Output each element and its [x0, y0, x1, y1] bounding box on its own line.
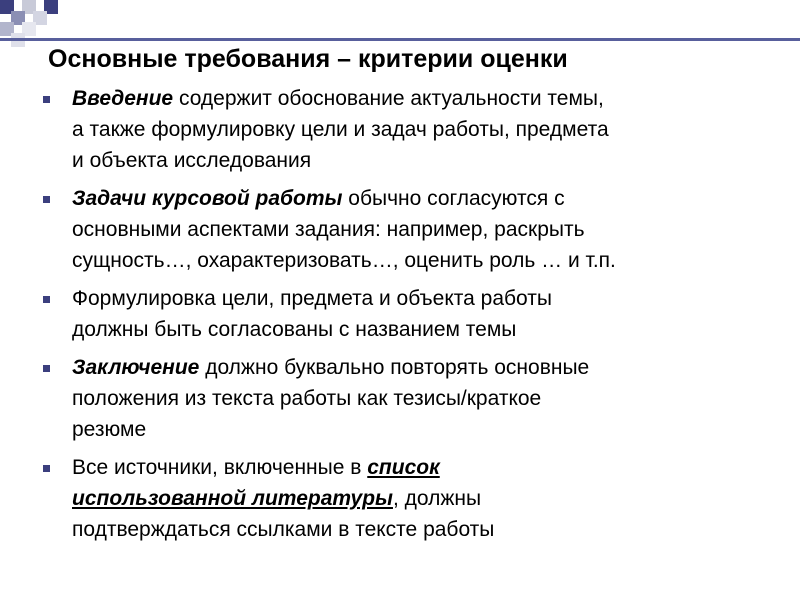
bullet-text: обычно согласуются с	[342, 187, 565, 210]
bullet-line: а также формулировку цели и задач работы, предмета	[72, 118, 609, 141]
bullet-item-introduction	[40, 83, 780, 176]
square-bullet-icon	[43, 196, 50, 203]
bullet-line: положения из текста работы как тезисы/краткое	[72, 387, 542, 410]
emphasis-term: использованной литературы	[72, 487, 393, 510]
corner-decoration	[0, 0, 60, 50]
bullet-line	[72, 183, 780, 214]
bullet-line: должны быть согласованы с названием темы	[72, 318, 517, 341]
bullet-line: и объекта исследования	[72, 149, 312, 172]
bullet-text: содержит обоснование актуальности темы,	[173, 87, 604, 110]
bullet-line	[72, 83, 780, 114]
emphasis-term: Введение	[72, 87, 174, 110]
slide-title: Основные требования – критерии оценки	[48, 45, 568, 73]
bullet-text: , должны	[392, 487, 482, 510]
square-bullet-icon	[43, 96, 50, 103]
title-underline-bar	[0, 38, 800, 41]
bullet-line	[72, 352, 780, 383]
bullet-list	[40, 83, 780, 552]
bullet-line: сущность…, охарактеризовать…, оценить роль … и т.п.	[72, 249, 616, 272]
bullet-item-conclusion	[40, 352, 780, 445]
bullet-text: Все источники, включенные в	[72, 456, 368, 479]
square-bullet-icon	[43, 465, 50, 472]
bullet-line	[72, 483, 780, 514]
bullet-line: резюме	[72, 418, 147, 441]
bullet-line: основными аспектами задания: например, раскрыть	[72, 218, 585, 241]
emphasis-term: Задачи курсовой работы	[72, 187, 343, 210]
bullet-item-goal-wording	[40, 283, 780, 345]
emphasis-term: Заключение	[72, 356, 200, 379]
bullet-item-tasks	[40, 183, 780, 276]
emphasis-term: список	[367, 456, 440, 479]
bullet-line	[72, 452, 780, 483]
square-bullet-icon	[43, 365, 50, 372]
bullet-line: Формулировка цели, предмета и объекта работы	[72, 287, 552, 310]
bullet-item-sources	[40, 452, 780, 545]
bullet-text: должно буквально повторять основные	[199, 356, 590, 379]
bullet-line: подтверждаться ссылками в тексте работы	[72, 518, 495, 541]
square-bullet-icon	[43, 296, 50, 303]
